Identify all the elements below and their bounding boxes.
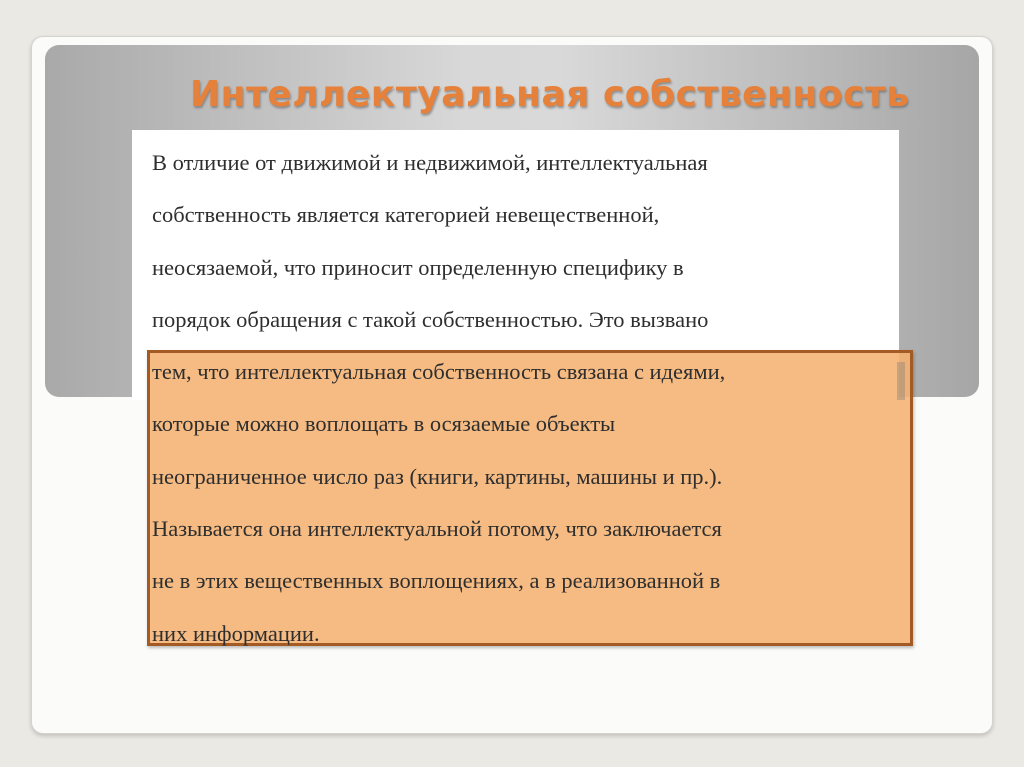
text-line: которые можно воплощать в осязаемые объекты (152, 411, 616, 437)
body-text (152, 143, 912, 666)
text-line: неограниченное число раз (книги, картины, машины и пр.). (152, 463, 723, 489)
text-line: них информации. (152, 620, 320, 646)
text-line: Называется она интеллектуальной потому, что заключается (152, 516, 722, 542)
text-line: В отличие от движимой и недвижимой, интеллектуальная (152, 150, 708, 175)
text-line: тем, что интеллектуальная собственность связана с идеями, (152, 359, 726, 385)
text-line: не в этих вещественных воплощениях, а в реализованной в (152, 568, 721, 594)
text-line: порядок обращения с такой собственностью. Это вызвано (152, 306, 709, 332)
slide-title: Интеллектуальная собственность (190, 74, 910, 115)
text-line: собственность является категорией невещественной, (152, 202, 660, 228)
text-line: неосязаемой, что приносит определенную специфику в (152, 254, 684, 280)
